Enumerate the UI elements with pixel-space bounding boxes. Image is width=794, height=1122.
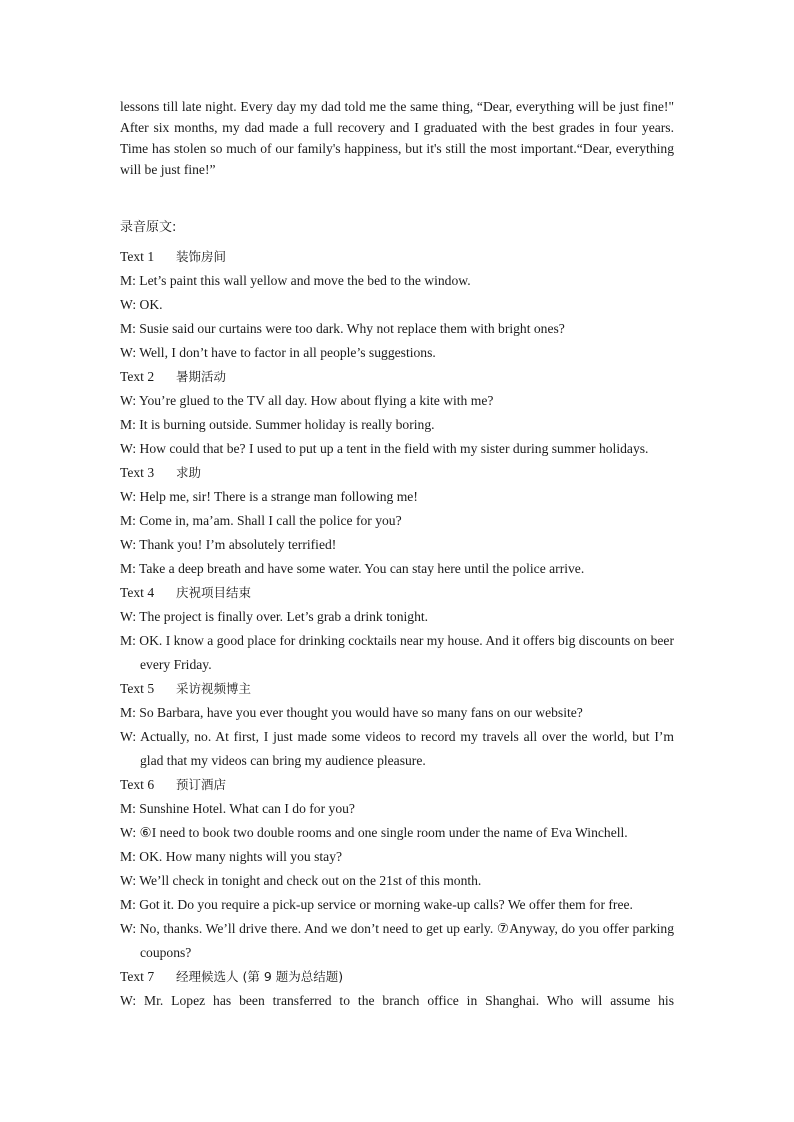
dialogue-line: W: OK. <box>120 297 163 312</box>
dialogue-line: W: You’re glued to the TV all day. How about flying a kite with me? <box>120 393 494 408</box>
dialogue-line: M: Let’s paint this wall yellow and move the bed to the window. <box>120 273 471 288</box>
dialogue-line: W: The project is finally over. Let’s grab a drink tonight. <box>120 609 429 624</box>
dialogue-line: W: Well, I don’t have to factor in all people’s suggestions. <box>120 345 436 360</box>
text-label-6: Text 6 预订酒店 <box>120 777 227 792</box>
dialogue-line: W: Mr. Lopez has been transferred to the branch office in Shanghai. Who will assume his <box>120 993 674 1008</box>
dialogue-line: M: Got it. Do you require a pick-up service or morning wake-up calls? We offer them for free. <box>120 897 633 912</box>
dialogue-line: M: Sunshine Hotel. What can I do for you? <box>120 801 355 816</box>
transcript-heading: 录音原文: <box>120 220 177 235</box>
dialogue-line: W: How could that be? I used to put up a tent in the field with my sister during summer holidays. <box>120 441 649 456</box>
text-label-3: Text 3 求助 <box>120 465 202 480</box>
dialogue-line: M: Come in, ma’am. Shall I call the police for you? <box>120 513 402 528</box>
text-label-4: Text 4 庆祝项目结束 <box>120 585 252 600</box>
dialogue-line: W: Actually, no. At first, I just made some videos to record my travels all over the world, but I’m glad that my videos can bring my audience pleasure. <box>120 729 674 768</box>
text-label-7: Text 7 经理候选人 (第 9 题为总结题) <box>120 969 344 984</box>
dialogue-line: M: OK. I know a good place for drinking cocktails near my house. And it offers big discounts on beer every Friday. <box>120 633 674 672</box>
text-label-5: Text 5 采访视频博主 <box>120 681 252 696</box>
dialogue-line: M: Take a deep breath and have some water. You can stay here until the police arrive. <box>120 561 585 576</box>
text-label-1: Text 1 装饰房间 <box>120 249 227 264</box>
dialogue-line: M: So Barbara, have you ever thought you would have so many fans on our website? <box>120 705 583 720</box>
dialogue-line: W: Help me, sir! There is a strange man following me! <box>120 489 418 504</box>
intro-paragraph: lessons till late night. Every day my dad told me the same thing, “Dear, everything will be just fine!" After six months, my dad made a full recovery and I graduated with the best grades in four years. Time has stolen so much of our family's happiness, but it's still the most important.“Dear, everything will be just fine!” <box>120 99 674 177</box>
transcript-list <box>120 245 674 1013</box>
dialogue-line: W: Thank you! I’m absolutely terrified! <box>120 537 337 552</box>
text-label-2: Text 2 暑期活动 <box>120 369 227 384</box>
dialogue-line: M: It is burning outside. Summer holiday is really boring. <box>120 417 435 432</box>
dialogue-line: M: OK. How many nights will you stay? <box>120 849 343 864</box>
dialogue-line: W: No, thanks. We’ll drive there. And we don’t need to get up early. ⑦Anyway, do you offer parking coupons? <box>120 921 674 960</box>
dialogue-line: W: We’ll check in tonight and check out on the 21st of this month. <box>120 873 482 888</box>
dialogue-line: M: Susie said our curtains were too dark. Why not replace them with bright ones? <box>120 321 565 336</box>
dialogue-line: W: ⑥I need to book two double rooms and one single room under the name of Eva Winchell. <box>120 825 628 840</box>
